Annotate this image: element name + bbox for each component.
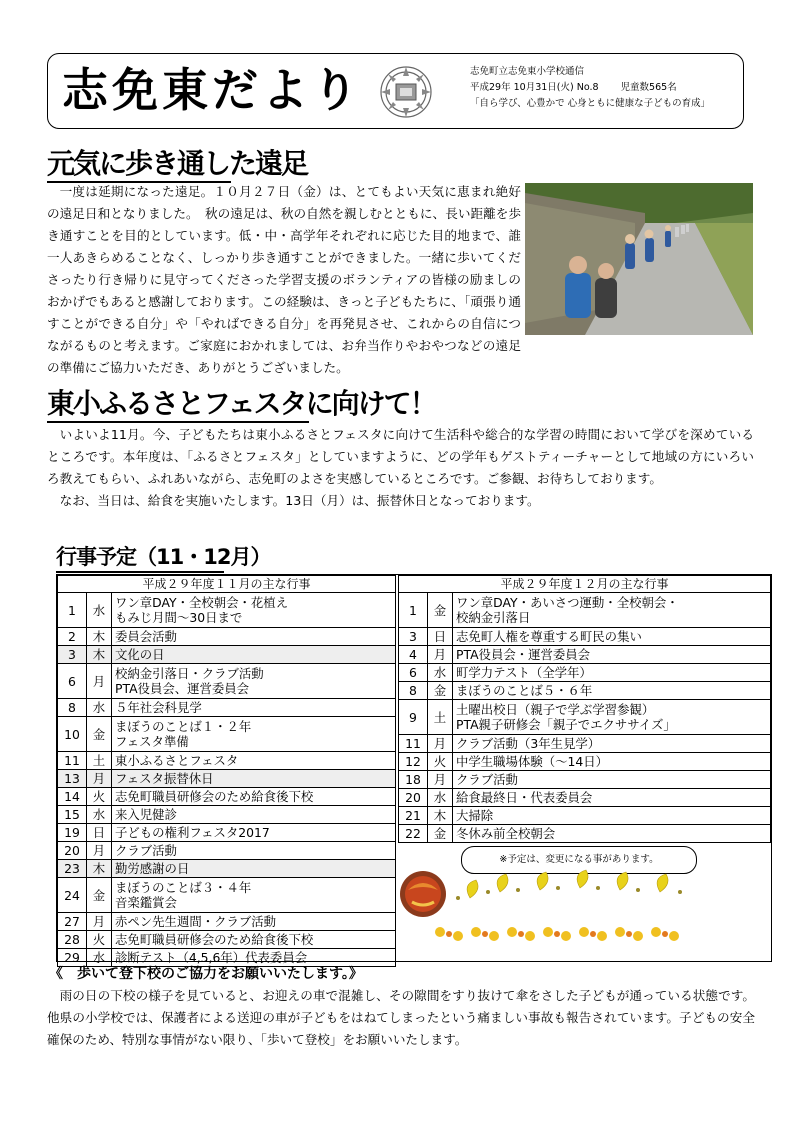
festa-heading: 東小ふるさとフェスタに向けて！ (47, 387, 436, 420)
event-date: 20 (399, 789, 428, 807)
event-description (453, 735, 771, 753)
event-weekday: 月 (428, 771, 453, 789)
event-weekday: 木 (87, 860, 112, 878)
event-line: クラブ活動 (456, 772, 518, 787)
issue-info: 平成29年 10月31日(火) No.8 児童数565名 (470, 82, 677, 93)
event-line: PTA役員会、運営委員会 (115, 681, 250, 696)
event-line: 勤労感謝の日 (115, 861, 190, 876)
december-event-row (399, 646, 771, 664)
event-weekday: 火 (87, 931, 112, 949)
event-line: PTA親子研修会「親子でエクササイズ」 (456, 717, 676, 732)
event-date: 23 (58, 860, 87, 878)
event-weekday: 火 (428, 753, 453, 771)
event-weekday: 水 (87, 699, 112, 717)
heading-underline (56, 571, 224, 573)
november-event-row (58, 788, 396, 806)
november-event-row (58, 931, 396, 949)
november-event-row (58, 717, 396, 752)
event-description (453, 628, 771, 646)
event-weekday: 月 (87, 664, 112, 699)
november-schedule-table (57, 575, 396, 967)
event-date: 20 (58, 842, 87, 860)
event-line: 音楽鑑賞会 (115, 895, 177, 910)
event-date: 1 (58, 593, 87, 628)
december-event-row (399, 807, 771, 825)
school-emblem-icon (378, 64, 434, 120)
december-event-row (399, 789, 771, 807)
event-description (453, 682, 771, 700)
november-event-row (58, 752, 396, 770)
event-date: 3 (58, 646, 87, 664)
event-line: 中学生職場体験（～14日） (456, 754, 609, 769)
event-weekday: 水 (428, 664, 453, 682)
school-motto: 「自ら学び、心豊かで 心身ともに健康な子どもの育成」 (470, 98, 711, 109)
november-event-row (58, 824, 396, 842)
event-weekday: 土 (87, 752, 112, 770)
event-line: 冬休み前全校朝会 (456, 826, 556, 841)
event-weekday: 火 (87, 788, 112, 806)
event-description (453, 789, 771, 807)
schedule-change-note: ※予定は、変更になる事があります。 (461, 846, 697, 874)
event-weekday: 日 (87, 824, 112, 842)
event-description (453, 807, 771, 825)
november-event-row (58, 646, 396, 664)
event-line: まぼうのことば１・２年 (115, 719, 252, 734)
event-description (112, 593, 396, 628)
event-description (112, 913, 396, 931)
event-weekday: 水 (428, 789, 453, 807)
november-event-row (58, 806, 396, 824)
event-line: 給食最終日・代表委員会 (456, 790, 593, 805)
excursion-heading: 元気に歩き通した遠足 (47, 147, 308, 180)
event-line: 校納金引落日・クラブ活動 (115, 666, 264, 681)
december-event-row (399, 771, 771, 789)
event-line: まぼうのことば５・６年 (456, 683, 593, 698)
event-description (112, 931, 396, 949)
december-event-row (399, 593, 771, 628)
event-description (112, 628, 396, 646)
november-caption: 平成２９年度１１月の主な行事 (58, 576, 396, 593)
event-weekday: 金 (87, 878, 112, 913)
event-weekday: 木 (87, 646, 112, 664)
event-line: フェスタ準備 (115, 734, 189, 749)
event-line: 東小ふるさとフェスタ (115, 753, 239, 768)
event-date: 22 (399, 825, 428, 843)
event-line: 赤ペン先生週間・クラブ活動 (115, 914, 277, 929)
event-line: 志免町職員研修会のため給食後下校 (115, 789, 314, 804)
december-event-row (399, 664, 771, 682)
event-description (453, 646, 771, 664)
event-date: 10 (58, 717, 87, 752)
event-line: フェスタ振替休日 (115, 771, 214, 786)
event-description (112, 699, 396, 717)
event-weekday: 水 (87, 593, 112, 628)
december-event-row (399, 700, 771, 735)
event-date: 14 (58, 788, 87, 806)
event-weekday: 金 (428, 682, 453, 700)
november-event-row (58, 842, 396, 860)
november-event-row (58, 878, 396, 913)
event-date: 6 (58, 664, 87, 699)
heading-underline (47, 421, 309, 423)
event-date: 15 (58, 806, 87, 824)
event-description (112, 788, 396, 806)
event-weekday: 木 (428, 807, 453, 825)
event-line: 大掃除 (456, 808, 494, 823)
november-event-row (58, 699, 396, 717)
event-line: 町学力テスト（全学年） (456, 665, 592, 680)
event-line: クラブ活動 (115, 843, 177, 858)
event-description (453, 753, 771, 771)
event-line: ワン章DAY・全校朝会・花植え (115, 595, 289, 610)
festa-article (47, 424, 754, 512)
event-line: ワン章DAY・あいさつ運動・全校朝会・ (456, 595, 679, 610)
event-date: 4 (399, 646, 428, 664)
event-description (112, 770, 396, 788)
event-description (112, 717, 396, 752)
event-description (453, 593, 771, 628)
event-description (112, 842, 396, 860)
event-line: もみじ月間～30日まで (115, 610, 243, 625)
event-description (112, 806, 396, 824)
november-event-row (58, 664, 396, 699)
event-date: 27 (58, 913, 87, 931)
event-description (112, 752, 396, 770)
walk-to-school-heading: 《 歩いて登下校のご協力をお願いいたします。》 (49, 966, 363, 982)
december-event-row (399, 825, 771, 843)
event-date: 1 (399, 593, 428, 628)
event-date: 24 (58, 878, 87, 913)
event-weekday: 日 (428, 628, 453, 646)
walk-to-school-body: 雨の日の下校の様子を見ていると、お迎えの車で混雑し、その隙間をすり抜けて傘をさした子どもが通っている状態です。他県の小学校では、保護者による送迎の車が子どもをはねてしまったという痛ましい事故も報告されています。子どもの安全確保のため、特別な事情がない限り、「歩いて登校」をお願いいたします。 (47, 988, 755, 1047)
december-caption: 平成２９年度１２月の主な行事 (399, 576, 771, 593)
event-weekday: 金 (428, 593, 453, 628)
event-line: 志免町人権を尊重する町民の集い (456, 629, 642, 644)
event-weekday: 月 (87, 913, 112, 931)
event-line: 文化の日 (115, 647, 165, 662)
event-date: 8 (399, 682, 428, 700)
newsletter-title: 志免東だより (62, 63, 362, 117)
event-line: 委員会活動 (115, 629, 177, 644)
event-date: 9 (399, 700, 428, 735)
event-date: 28 (58, 931, 87, 949)
december-event-row (399, 753, 771, 771)
event-line: 来入児健診 (115, 807, 177, 822)
december-event-row (399, 682, 771, 700)
event-description (453, 771, 771, 789)
event-date: 2 (58, 628, 87, 646)
event-date: 8 (58, 699, 87, 717)
november-event-row (58, 628, 396, 646)
excursion-body: 一度は延期になった遠足。１０月２７日（金）は、とてもよい天気に恵まれ絶好の遠足日和となりました。 秋の遠足は、秋の自然を親しむとともに、長い距離を歩き通すことを目的としています。低・中・高学年それぞれに応じた目的地まで、誰一人あきらめることなく、しっかり歩き通すことができました。一緒に歩いてくださったり行き帰りに見守ってくださった学習支援のボランティアの皆様の励ましのおかげでもあると感謝しております。この経験は、きっと子どもたちに、「頑張り通すことができる自分」や「やればできる自分」を再発見させ、これからの自信につながるものと考えます。ご家庭におかれましては、お弁当作りやおやつなどの遠足の準備にご協力いただき、ありがとうございました。 (47, 184, 521, 375)
event-description (112, 664, 396, 699)
event-weekday: 月 (87, 842, 112, 860)
event-weekday: 木 (87, 628, 112, 646)
november-event-row (58, 593, 396, 628)
event-weekday: 水 (87, 806, 112, 824)
event-line: クラブ活動（3年生見学） (456, 736, 601, 751)
event-weekday: 月 (87, 770, 112, 788)
event-line: 志免町職員研修会のため給食後下校 (115, 932, 314, 947)
event-date: 21 (399, 807, 428, 825)
walk-to-school-article (47, 985, 755, 1051)
event-line: PTA役員会・運営委員会 (456, 647, 591, 662)
event-description (453, 825, 771, 843)
event-weekday: 月 (428, 735, 453, 753)
event-weekday: 金 (87, 717, 112, 752)
november-event-row (58, 770, 396, 788)
event-description (112, 824, 396, 842)
festa-note: なお、当日は、給食を実施いたします。13日（月）は、振替休日となっております。 (59, 493, 540, 508)
november-event-row (58, 913, 396, 931)
event-date: 6 (399, 664, 428, 682)
event-weekday: 月 (428, 646, 453, 664)
event-date: 11 (58, 752, 87, 770)
december-event-row (399, 735, 771, 753)
event-line: 土曜出校日（親子で学ぶ学習参観） (456, 702, 655, 717)
event-description (112, 860, 396, 878)
event-date: 18 (399, 771, 428, 789)
event-weekday: 水 (87, 949, 112, 967)
event-date: 12 (399, 753, 428, 771)
event-line: 診断テスト（4,5,6年）代表委員会 (115, 950, 308, 965)
december-schedule-table (398, 575, 771, 843)
event-line: ５年社会科見学 (115, 700, 202, 715)
december-event-row (399, 628, 771, 646)
event-description (112, 646, 396, 664)
festa-body: いよいよ11月。今、子どもたちは東小ふるさとフェスタに向けて生活科や総合的な学習の時間において学びを深めているところです。本年度は、「ふるさとフェスタ」としていますように、どの学年もゲストティーチャーとして地域の方にいろいろ教えてもらい、ふれあいながら、志免町のよさを実感しているところです。ご参観、お待ちしております。 (47, 427, 754, 486)
school-name: 志免町立志免東小学校通信 (470, 66, 585, 77)
event-date: 29 (58, 949, 87, 967)
autumn-leaves-illustration (398, 868, 768, 958)
november-event-row (58, 860, 396, 878)
schedule-heading: 行事予定（11・12月） (56, 545, 271, 569)
event-line: 校納金引落日 (456, 610, 531, 625)
event-weekday: 金 (428, 825, 453, 843)
event-line: まぼうのことば３・４年 (115, 880, 252, 895)
event-date: 11 (399, 735, 428, 753)
event-description (453, 700, 771, 735)
event-date: 19 (58, 824, 87, 842)
event-description (112, 878, 396, 913)
event-description (453, 664, 771, 682)
event-date: 3 (399, 628, 428, 646)
event-weekday: 土 (428, 700, 453, 735)
excursion-photo (525, 183, 753, 335)
event-line: 子どもの権利フェスタ2017 (115, 825, 270, 840)
event-date: 13 (58, 770, 87, 788)
